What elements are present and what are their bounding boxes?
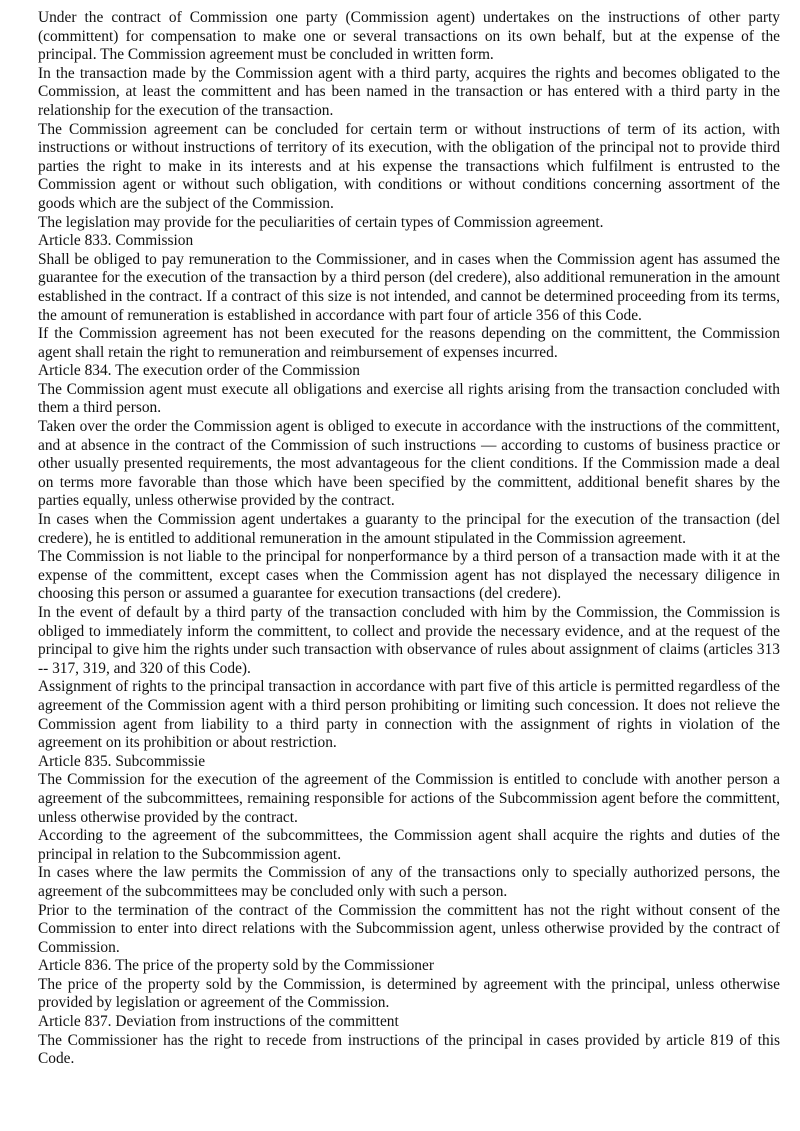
paragraph: The Commission for the execution of the agreement of the Commission is entitled to conclude with another person a agreement of the subcommittees, remaining responsible for actions of the Subcommission agent before the committent, unless otherwise provided by the contract. [38, 771, 780, 826]
article-heading: Article 833. Commission [38, 232, 194, 250]
paragraph: In cases when the Commission agent undertakes a guaranty to the principal for the execution of the transaction (del credere), he is entitled to additional remuneration in the amount stipulated in the Commission agreement. [38, 511, 780, 547]
paragraph: The Commission is not liable to the principal for nonperformance by a third person of a transaction made with it at the expense of the committent, except cases when the Commission agent has not displayed the necessary diligence in choosing this person or assumed a guarantee for execution transactions (del credere). [38, 548, 780, 603]
paragraph: In cases where the law permits the Commission of any of the transactions only to specially authorized persons, the agreement of the subcommittees may be concluded only with such a person. [38, 864, 780, 900]
paragraph: The Commission agreement can be concluded for certain term or without instructions of term of its action, with instructions or without instructions of territory of its execution, with the obligation of the principal not to provide third parties the right to make in its interests and at his expense the transactions which fulfilment is entrusted to the Commission agent or without such obligation, with conditions or without conditions concerning assortment of the goods which are the subject of the Commission. [38, 120, 780, 212]
article-heading: Article 836. The price of the property sold by the Commissioner [38, 957, 434, 975]
paragraph: According to the agreement of the subcommittees, the Commission agent shall acquire the rights and duties of the principal in relation to the Subcommission agent. [38, 827, 780, 863]
paragraph: In the transaction made by the Commission agent with a third party, acquires the rights and becomes obligated to the Commission, at least the committent and has been named in the transaction or has entered with a third party in the relationship for the execution of the transaction. [38, 64, 780, 119]
paragraph: The price of the property sold by the Commission, is determined by agreement with the principal, unless otherwise provided by legislation or agreement of the Commission. [38, 975, 780, 1012]
article-heading: Article 837. Deviation from instructions of the committent [38, 1013, 399, 1031]
article-heading: Article 834. The execution order of the Commission [38, 362, 360, 380]
paragraph: Prior to the termination of the contract of the Commission the committent has not the right without consent of the Commission to enter into direct relations with the Subcommission agent, unless otherwise provided by the contract of Commission. [38, 901, 780, 956]
paragraph: Taken over the order the Commission agent is obliged to execute in accordance with the instructions of the committent, and at absence in the contract of the Commission of such instructions — according to customs of business practice or other usually presented requirements, the most advantageous for the client conditions. If the Commission made a deal on terms more favorable than those which have been specified by the committent, additional benefit shares by the parties equally, unless otherwise provided by the contract. [38, 418, 780, 510]
paragraph: If the Commission agreement has not been executed for the reasons depending on the committent, the Commission agent shall retain the right to remuneration and reimbursement of expenses incurred. [38, 325, 780, 361]
paragraph: In the event of default by a third party of the transaction concluded with him by the Commission, the Commission is obliged to immediately inform the committent, to collect and provide the necessary evidence, and at the request of the principal to give him the rights under such transaction with observance of rules about assignment of claims (articles 313 -- 317, 319, and 320 of this Code). [38, 604, 780, 677]
article-heading: Article 835. Subcommissie [38, 752, 206, 770]
paragraph: Assignment of rights to the principal transaction in accordance with part five of this article is permitted regardless of the agreement of the Commission agent with a third person prohibiting or limiting such concession. It does not relieve the Commission agent from liability to a third party in connection with the assignment of rights in violation of the agreement on its prohibition or about restriction. [38, 678, 780, 752]
paragraph: Under the contract of Commission one party (Commission agent) undertakes on the instructions of other party (committent) for compensation to make one or several transactions on its own behalf, but at the expense of the principal. The Commission agreement must be concluded in written form. [38, 9, 780, 64]
document-page [38, 9, 780, 1069]
paragraph: The legislation may provide for the peculiarities of certain types of Commission agreement. [38, 213, 604, 231]
paragraph: The Commissioner has the right to recede from instructions of the principal in cases provided by article 819 of this Code. [38, 1031, 780, 1068]
paragraph: The Commission agent must execute all obligations and exercise all rights arising from the transaction concluded with them a third person. [38, 380, 780, 417]
paragraph: Shall be obliged to pay remuneration to the Commissioner, and in cases when the Commission agent has assumed the guarantee for the execution of the transaction by a third person (del credere), also additional remuneration in the amount established in the contract. If a contract of this size is not intended, and cannot be determined proceeding from its terms, the amount of remuneration is established in accordance with part four of article 356 of this Code. [38, 250, 780, 324]
